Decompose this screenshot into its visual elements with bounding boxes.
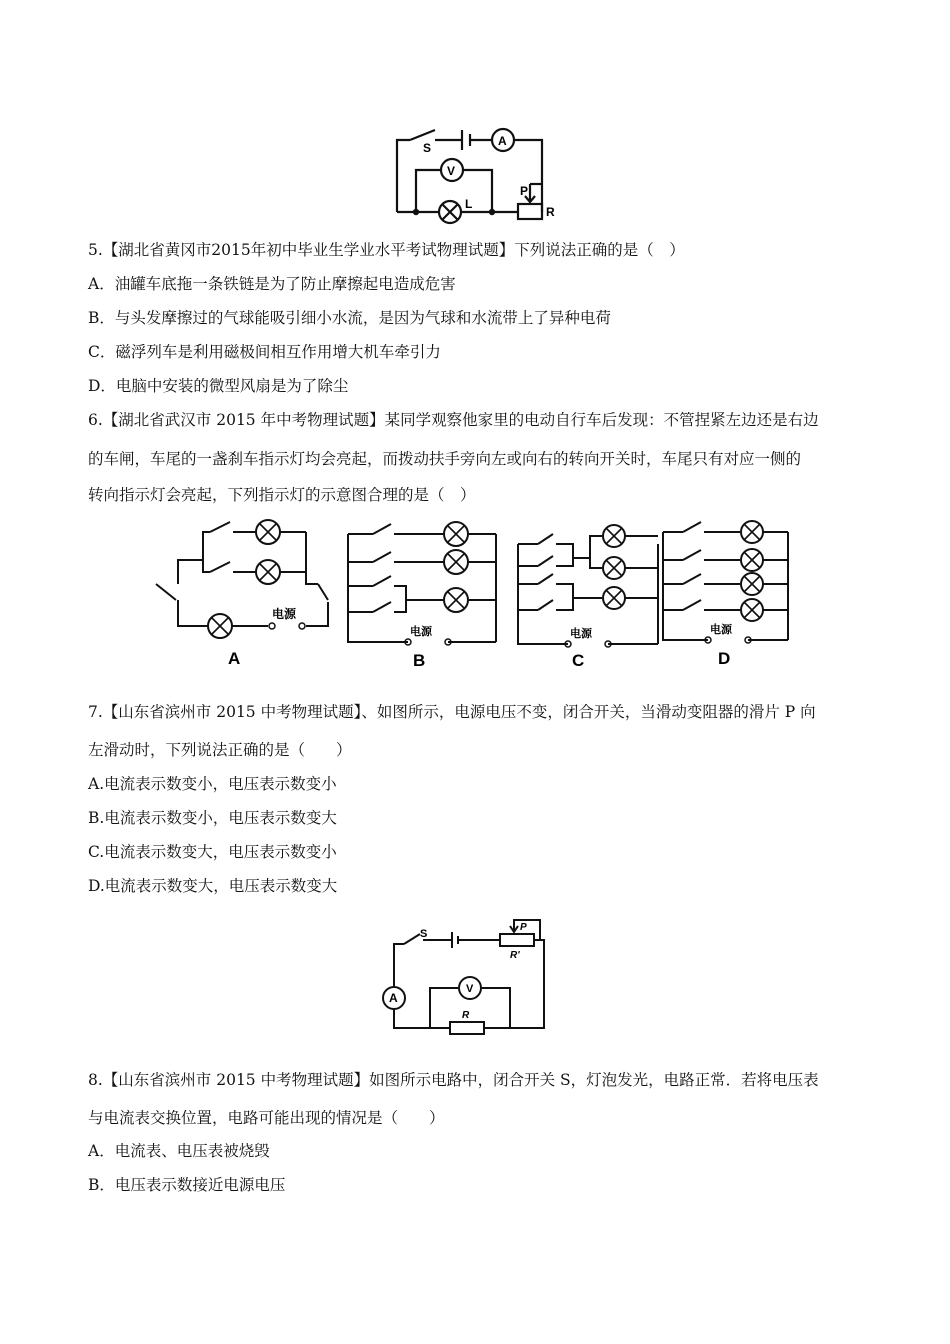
q5-option-c: C．磁浮列车是利用磁极间相互作用增大机车牵引力 xyxy=(88,343,441,361)
q7-rheostat-label: R' xyxy=(510,950,520,961)
q6-circuit-options-figure xyxy=(148,514,808,674)
q8-option-b: B．电压表示数接近电源电压 xyxy=(88,1176,286,1194)
q7-ammeter-label: A xyxy=(389,991,398,1005)
q7-switch-label: S xyxy=(420,928,428,940)
q5-option-a: A．油罐车底拖一条铁链是为了防止摩擦起电造成危害 xyxy=(88,275,456,293)
slider-label: P xyxy=(520,184,529,198)
option-label-c: C xyxy=(572,651,585,670)
q7-slider-label: P xyxy=(520,922,527,933)
q5-option-d: D．电脑中安装的微型风扇是为了除尘 xyxy=(88,377,349,395)
q7-option-d: D.电流表示数变大，电压表示数变大 xyxy=(88,877,338,895)
q5-stem: 5.【湖北省黄冈市2015年初中毕业生学业水平考试物理试题】下列说法正确的是（ ） xyxy=(88,241,685,259)
q5-option-b: B．与头发摩擦过的气球能吸引细小水流，是因为气球和水流带上了异种电荷 xyxy=(88,309,611,327)
q7-option-c: C.电流表示数变大，电压表示数变小 xyxy=(88,843,337,861)
switch-label: S xyxy=(423,141,432,155)
lamp-label: L xyxy=(465,197,473,211)
ammeter-label: A xyxy=(498,134,507,148)
source-label-d: 电源 xyxy=(710,624,732,636)
option-label-d: D xyxy=(718,649,731,668)
q6-stem-line2: 的车闸，车尾的一盏刹车指示灯均会亮起，而拨动扶手旁向左或向右的转向开关时，车尾只有对应一侧的 xyxy=(88,450,802,468)
rheostat-label: R xyxy=(546,205,555,219)
voltmeter-label: V xyxy=(447,164,456,178)
source-label-c: 电源 xyxy=(570,628,592,640)
q7-voltmeter-label: V xyxy=(466,983,474,995)
q7-circuit-figure xyxy=(380,910,565,1038)
q6-stem-line1: 6.【湖北省武汉市 2015 年中考物理试题】某同学观察他家里的电动自行车后发现：不管捏紧左边还是右边 xyxy=(88,411,819,429)
q8-stem-line1: 8.【山东省滨州市 2015 中考物理试题】如图所示电路中，闭合开关 S，灯泡发光，电路正常．若将电压表 xyxy=(88,1071,819,1089)
q7-option-a: A.电流表示数变小，电压表示数变小 xyxy=(88,775,337,793)
q8-stem-line2: 与电流表交换位置，电路可能出现的情况是（ ） xyxy=(88,1109,445,1127)
source-label-b: 电源 xyxy=(410,626,432,638)
circuit-figure-top xyxy=(380,118,580,228)
q7-resistor-label: R xyxy=(462,1010,470,1021)
q8-option-a: A．电流表、电压表被烧毁 xyxy=(88,1142,270,1160)
q7-stem-line1: 7.【山东省滨州市 2015 中考物理试题】、如图所示，电源电压不变，闭合开关，当滑动变阻器的滑片 P 向 xyxy=(88,703,816,721)
option-label-a: A xyxy=(228,649,241,668)
option-label-b: B xyxy=(413,651,426,670)
source-label-a: 电源 xyxy=(272,607,297,621)
q7-option-b: B.电流表示数变小，电压表示数变大 xyxy=(88,809,337,827)
q7-stem-line2: 左滑动时，下列说法正确的是（ ） xyxy=(88,741,352,759)
q6-stem-line3: 转向指示灯会亮起，下列指示灯的示意图合理的是（ ） xyxy=(88,486,476,504)
